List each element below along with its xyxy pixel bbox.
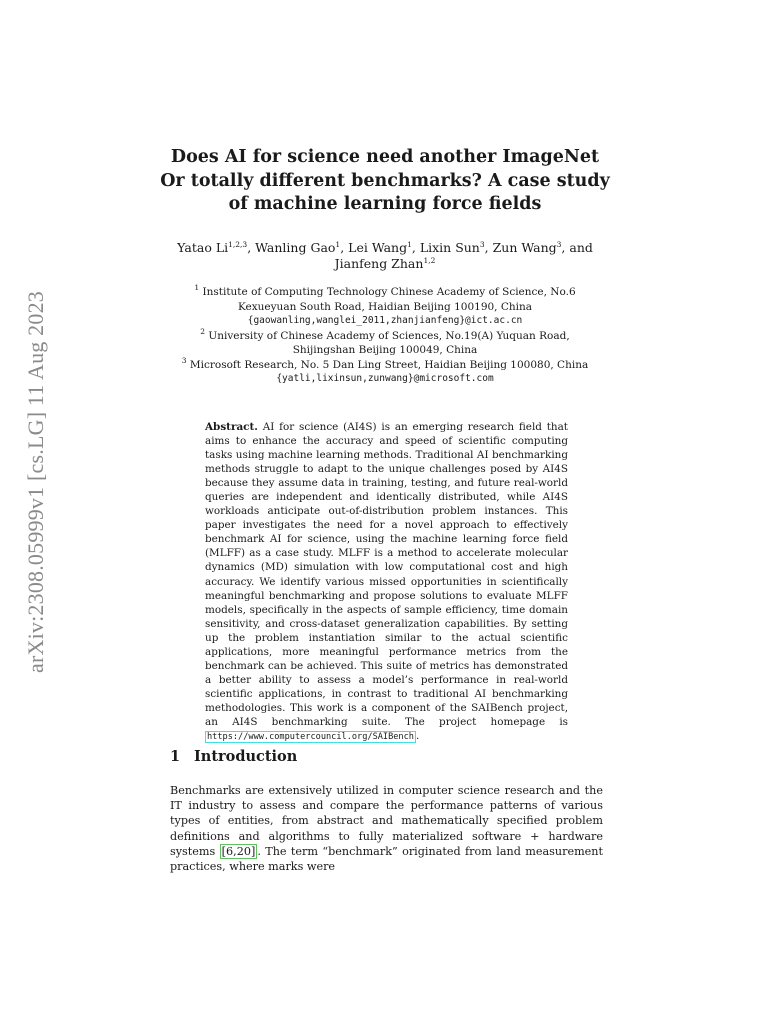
- author-affiliation-marker: 1: [335, 240, 341, 249]
- arxiv-identifier-stamp: [0, 0, 60, 1024]
- author-list: Yatao Li$^{1,2,3}$, Wanling Gao$^1$, Lei Wang$^1$, Lixin Sun$^3$, Zun Wang$^3$, and Jianfeng Zhan$^{1,2}$: [177, 240, 593, 271]
- section-heading: [170, 748, 297, 765]
- author-affiliation-marker: 1,2: [423, 256, 436, 265]
- affiliation-list: [170, 285, 600, 387]
- affiliation-number: 1: [194, 283, 200, 292]
- affiliation-item: [170, 285, 600, 314]
- abstract-text: AI for science (AI4S) is an emerging research field that aims to enhance the accuracy and speed of scientific computing tasks using machine learning methods. Traditional AI benchmarking methods struggle to adapt to the unique challenges posed by AI4S because they assume data in training, testing, and future real-world queries are independent and identically distributed, while AI4S workloads anticipate out-of-distribution problem instances. This paper investigates the need for a novel approach to effectively benchmark AI for science, using the machine learning force field (MLFF) as a case study. MLFF is a method to accelerate molecular dynamics (MD) simulation with low computational cost and high accuracy. We identify various missed opportunities in scientifically meaningful benchmarking and propose solutions to evaluate MLFF models, specifically in the aspects of sample efficiency, time domain sensitivity, and cross-dataset generalization capabilities. By setting up the problem instantiation similar to the actual scientific applications, more meaningful performance metrics from the benchmark can be achieved. This suite of metrics has demonstrated a better ability to assess a model’s performance in real-world scientific applications, in contrast to traditional AI benchmarking methodologies. This work is a component of the SAIBench project, an AI4S benchmarking suite. The project homepage is: [205, 421, 568, 728]
- author-affiliation-marker: 1: [407, 240, 412, 249]
- affiliation-text: Institute of Computing Technology Chinese Academy of Science, No.6 Kexueyuan South Road, Haidian Beijing 100190, China: [202, 286, 576, 313]
- introduction-paragraph: [170, 783, 603, 874]
- paragraph-text: Benchmarks are extensively utilized in computer science research and the IT industry to assess and compare the performance patterns of various types of entities, from abstract and mathematically specified problem definitions and algorithms to fully materialized software + hardware systems: [170, 784, 603, 858]
- abstract-label: Abstract.: [205, 421, 258, 433]
- author-affiliation-marker: 1,2,3: [228, 240, 248, 249]
- author-affiliation-marker: 3: [556, 240, 562, 249]
- affiliation-number: 3: [181, 355, 187, 365]
- affiliation-email: {yatli,lixinsun,zunwang}@microsoft.com: [276, 373, 494, 384]
- author-name: Lixin Sun: [419, 240, 480, 255]
- affiliation-text: University of Chinese Academy of Sciences, No.19(A) Yuquan Road, Shijingshan Beijing 100049, China: [208, 329, 570, 356]
- author-name: Lei Wang: [348, 240, 408, 255]
- section-title: Introduction: [194, 748, 298, 765]
- abstract: Abstract. AI for science (AI4S) is an emerging research field that aims to enhance the accuracy and speed of scientific computing tasks using machine learning methods. Traditional AI benchmarking methods struggle to adapt to the unique challenges posed by AI4S because they assume data in training, testing, and future real-world queries are independent and identically distributed, while AI4S workloads anticipate out-of-distribution problem instances. This paper investigates the need for a novel approach to effectively benchmark AI for science, using the machine learning force field (MLFF) as a case study. MLFF is a method to accelerate molecular dynamics (MD) simulation with low computational cost and high accuracy. We identify various missed opportunities in scientifically meaningful benchmarking and propose solutions to evaluate MLFF models, specifically in the aspects of sample efficiency, time domain sensitivity, and cross-dataset generalization capabilities. By setting up the problem instantiation similar to the actual scientific applications, more meaningful performance metrics from the benchmark can be achieved. This suite of metrics has demonstrated a better ability to assess a model’s performance in real-world scientific applications, in contrast to traditional AI benchmarking methodologies. This work is a component of the SAIBench project, an AI4S benchmarking suite. The project homepage is https://www.computercouncil.org/SAIBench .: [205, 421, 568, 743]
- paragraph-text: . The term “benchmark” originated from land measurement practices, where marks were: [170, 844, 603, 874]
- affiliation-item: [170, 355, 600, 373]
- author-name: Yatao Li: [177, 240, 229, 255]
- affiliation-email: {gaowanling,wanglei_2011,zhanjianfeng}@ict.ac.cn: [247, 315, 523, 326]
- author-name: Jianfeng Zhan: [334, 256, 424, 271]
- affiliation-number: 2: [200, 326, 206, 336]
- project-homepage-link[interactable]: https://www.computercouncil.org/SAIBench: [207, 732, 414, 743]
- citation-link[interactable]: [6,20]: [221, 844, 256, 858]
- author-affiliation-marker: 3: [479, 240, 485, 249]
- affiliation-item: [170, 326, 600, 358]
- author-name: Zun Wang: [492, 240, 557, 255]
- author-name: Wanling Gao: [255, 240, 336, 255]
- section-number: 1: [170, 748, 181, 765]
- arxiv-id-text: arXiv:2308.05999v1 [cs.LG] 11 Aug 2023: [23, 291, 48, 673]
- paper-title: Does AI for science need another ImageNet Or totally different benchmarks? A case study of machine learning force fields: [160, 147, 610, 214]
- affiliation-text: Microsoft Research, No. 5 Dan Ling Street, Haidian Beijing 100080, China: [189, 358, 589, 371]
